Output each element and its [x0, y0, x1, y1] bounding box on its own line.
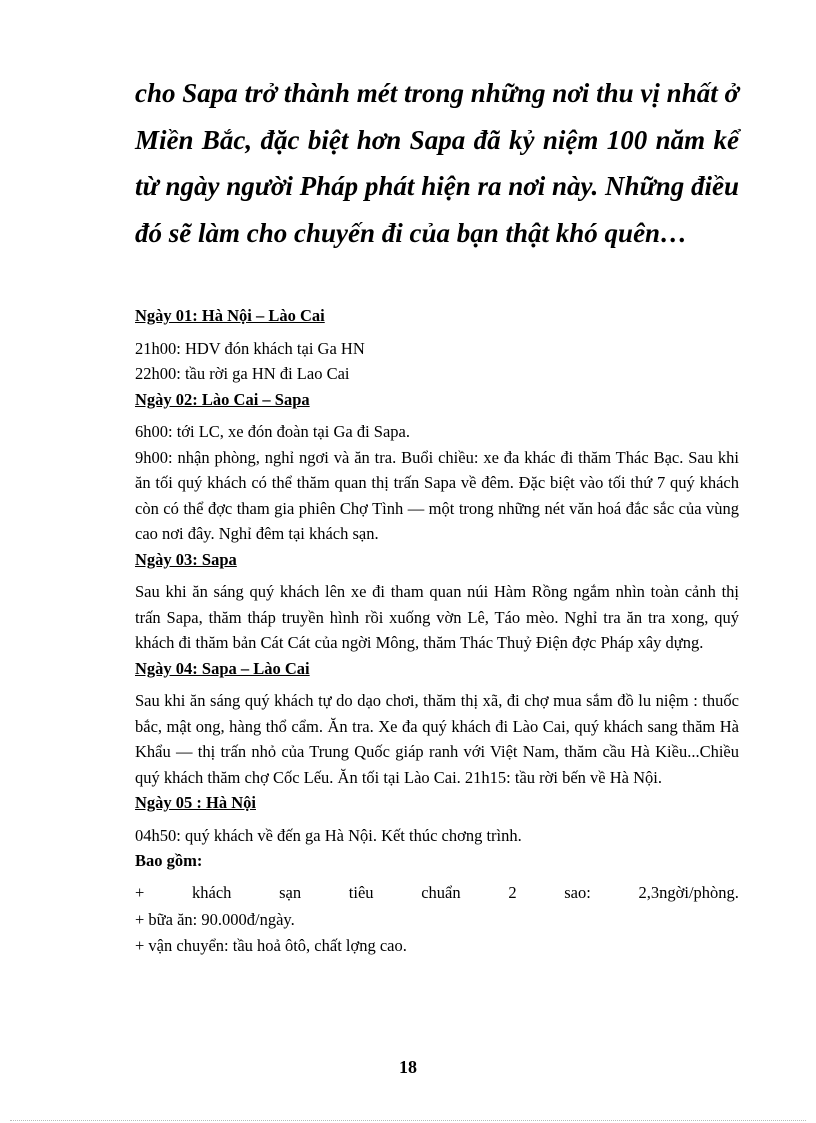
- day-2: [135, 387, 739, 547]
- include-line: + bữa ăn: 90.000đ/ngày.: [135, 910, 295, 929]
- include-word: 2: [508, 882, 517, 902]
- day-paragraph: Sau khi ăn sáng quý khách tự do dạo chơi, thăm thị xã, đi chợ mua sắm đồ lu niệm : thuốc bắc, mật ong, hàng thổ cẩm. Ăn tra. Xe đa quý khách đi Lào Cai, quý khách sang thăm Hà Khẩu — thị trấn nhỏ của Trung Quốc giáp ranh với Việt Nam, thăm cầu Hà Kiều...Chiều quý khách thăm chợ Cốc Lếu. Ăn tối tại Lào Cai. 21h15: tầu rời bến về Hà Nội.: [135, 691, 739, 787]
- include-word: +: [135, 882, 145, 902]
- include-word: sạn: [279, 882, 302, 902]
- schedule-line: 04h50: quý khách về đến ga Hà Nội. Kết thúc chơng trình.: [135, 825, 522, 845]
- day-heading: Ngày 03: Sapa: [135, 549, 237, 569]
- day-5: [135, 790, 739, 848]
- day-paragraph: 9h00: nhận phòng, nghỉ ngơi và ăn tra. Buổi chiều: xe đa khác đi thăm Thác Bạc. Sau khi ăn tối quý khách có thể thăm quan thị trấn Sapa về đêm. Đặc biệt vào tối thứ 7 quý khách còn có thể đợc tham gia phiên Chợ Tình — một trong những nét văn hoá đắc sắc của vùng cao nơi đây. Nghỉ đêm tại khách sạn.: [135, 447, 739, 543]
- day-paragraph: Sau khi ăn sáng quý khách lên xe đi tham quan núi Hàm Rồng ngắm nhìn toàn cảnh thị trấn Sapa, thăm tháp truyền hình rồi xuống vờn Lê, Táo mèo. Nghỉ tra ăn tra xong, quý khách đi thăm bản Cát Cát của ngời Mông, thăm Thác Thuỷ Điện đợc Pháp xây dựng.: [135, 582, 739, 652]
- page-number: 18: [399, 1057, 417, 1077]
- includes-title: Bao gồm:: [135, 851, 203, 870]
- include-word: khách: [192, 882, 232, 902]
- include-line: + vận chuyển: tầu hoả ôtô, chất lợng cao.: [135, 935, 407, 955]
- day-3: [135, 547, 739, 656]
- schedule-line: 22h00: tầu rời ga HN đi Lao Cai: [135, 364, 350, 383]
- footer-divider: [10, 1120, 806, 1121]
- day-1: [135, 303, 739, 387]
- day-heading: Ngày 01: Hà Nội – Lào Cai: [135, 306, 325, 325]
- day-heading: Ngày 02: Lào Cai – Sapa: [135, 389, 310, 409]
- schedule-line: 21h00: HDV đón khách tại Ga HN: [135, 338, 365, 358]
- include-word: chuẩn: [421, 882, 461, 902]
- day-heading: Ngày 05 : Hà Nội: [135, 793, 256, 812]
- include-word: 2,3ngời/phòng.: [638, 882, 739, 902]
- include-word: sao:: [564, 882, 591, 902]
- intro-paragraph: cho Sapa trở thành mét trong những nơi thu vị nhất ở Miền Bắc, đặc biệt hơn Sapa đã kỷ niệm 100 năm kể từ ngày người Pháp phát hiện ra nơi này. Những điều đó sẽ làm cho chuyến đi của bạn thật khó quên…: [135, 78, 739, 248]
- schedule-line: 6h00: tới LC, xe đón đoàn tại Ga đi Sapa.: [135, 422, 410, 441]
- day-heading: Ngày 04: Sapa – Lào Cai: [135, 658, 310, 678]
- include-hotel-line: [135, 880, 739, 906]
- day-4: [135, 656, 739, 791]
- itinerary: [135, 303, 739, 958]
- include-word: tiêu: [348, 882, 374, 902]
- includes-section: [135, 848, 739, 958]
